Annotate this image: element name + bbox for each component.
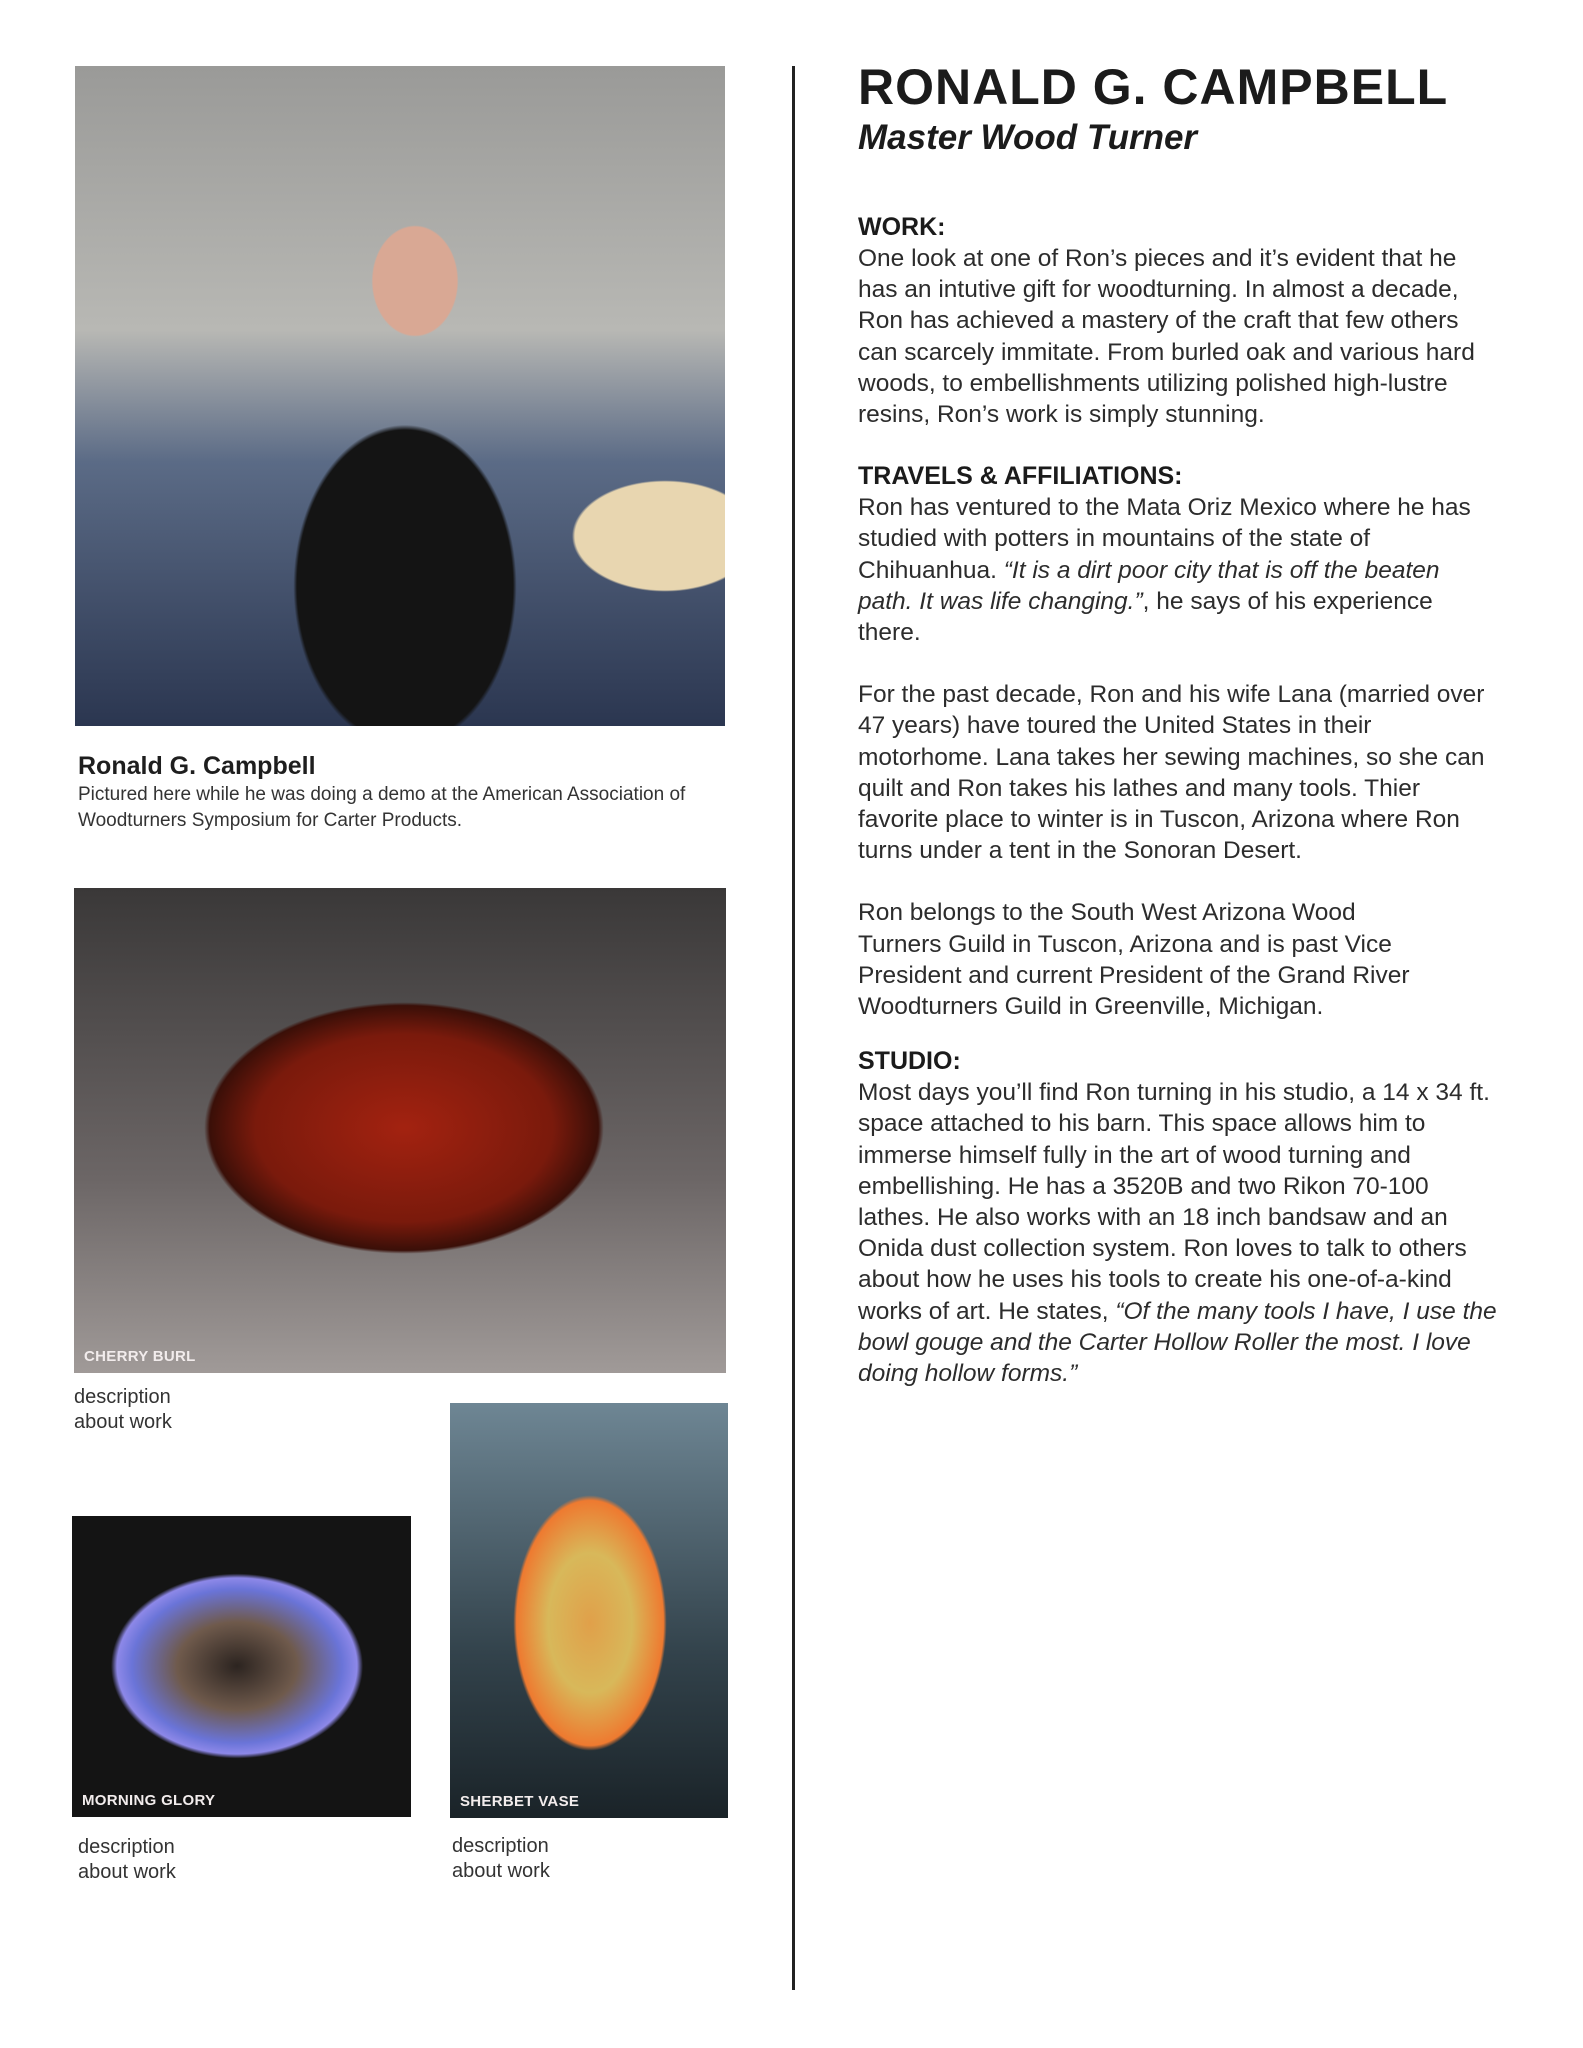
work-description: description about work [452,1835,550,1882]
work-photo-morning-glory [72,1516,411,1817]
column-divider [792,66,795,1990]
section-body: One look at one of Ron’s pieces and it’s evident that he has an intutive gift for woodturning. In almost a decade, Ron has achieved a mastery of the craft that few others can scarcely immitate. From burled oak and various hard woods, to embellishments utilizing polished high-lustre resins, Ron’s work is simply stunning. [858,245,1475,429]
portrait-caption-name: Ronald G. Campbell [78,752,316,780]
work-description: description about work [74,1386,172,1433]
section-studio [858,1046,1498,1389]
portrait-caption-text: Pictured here while he was doing a demo at the American Association of Woodturners Symposium for Carter Products. [78,784,686,831]
page-subtitle: Master Wood Turner [858,118,1198,157]
work-title-label: MORNING GLORY [82,1792,216,1809]
section-work [858,212,1498,430]
bio-column [858,58,1498,1389]
text-run: Most days you’ll find Ron turning in his studio, a 14 x 34 ft. space attached to his barn. This space allows him to immerse himself fully in the art of wood turning and embellishing. He has a 3520B and two Rikon 70-100 lathes. He also works with an 18 inch bandsaw and an Onida dust collection system. Ron loves to talk to others about how he uses his tools to create his one-of-a-kind works of art. He states, [858,1079,1490,1325]
page-title: RONALD G. CAMPBELL [858,59,1449,115]
section-heading: TRAVELS & AFFILIATIONS: [858,462,1183,491]
portrait-photo [75,66,725,726]
section-heading: STUDIO: [858,1047,961,1076]
text-run: , he says of his experience there. [858,587,1433,647]
section-paragraph: For the past decade, Ron and his wife Lana (married over 47 years) have toured the United States in their motorhome. Lana takes her sewing machines, so she can quilt and Ron takes his lathes and many tools. Thier favorite place to winter is in Tuscon, Arizona where Ron turns under a tent in the Sonoran Desert. [858,681,1485,865]
section-paragraph [858,492,1498,648]
section-paragraph: Ron belongs to the South West Arizona Wood Turners Guild in Tuscon, Arizona and is past Vice President and current President of the Grand River Woodturners Guild in Greenville, Michigan. [858,899,1410,1021]
section-paragraph [858,1077,1498,1389]
text-run: Ron has ventured to the Mata Oriz Mexico where he has studied with potters in mountains of the state of Chihuanhua. [858,494,1471,584]
work-photo-sherbet-vase [450,1403,728,1818]
work-title-label: SHERBET VASE [460,1793,580,1810]
work-title-label: CHERRY BURL [84,1348,196,1365]
section-travels [858,461,1498,1022]
quote-text: “It is a dirt poor city that is off the beaten path. It was life changing.” [858,556,1440,615]
work-photo-cherry-burl [74,888,726,1373]
work-description: description about work [78,1836,176,1883]
section-heading: WORK: [858,213,946,241]
quote-text: “Of the many tools I have, I use the bowl gouge and the Carter Hollow Roller the most. I love doing hollow forms.” [858,1297,1497,1388]
